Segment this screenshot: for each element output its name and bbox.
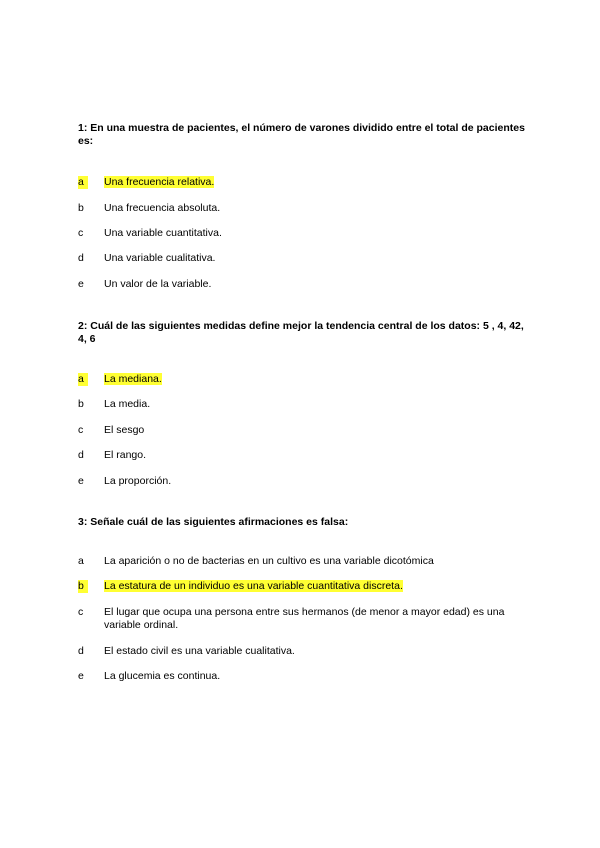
option-letter: b [78, 580, 88, 593]
option-text: La proporción. [104, 475, 172, 487]
option-letter: b [78, 202, 84, 214]
option-letter: a [78, 555, 84, 567]
option-letter: a [78, 176, 88, 189]
option-letter: e [78, 475, 84, 487]
option-text: La glucemia es continua. [104, 670, 221, 682]
option-letter: d [78, 449, 84, 461]
question-1-text: 1: En una muestra de pacientes, el número de varones dividido entre el total de pacientes es: [78, 122, 525, 147]
option-letter: e [78, 278, 84, 290]
option-letter: b [78, 398, 84, 410]
option-letter: d [78, 645, 84, 657]
option-letter: a [78, 373, 88, 386]
option-text: El rango. [104, 449, 147, 461]
question-3-text: 3: Señale cuál de las siguientes afirmaciones es falsa: [78, 516, 349, 528]
option-text-highlighted: Una frecuencia relativa. [104, 176, 215, 188]
option-text: Una variable cuantitativa. [104, 227, 222, 239]
option-letter: e [78, 670, 84, 682]
option-text: El sesgo [104, 424, 145, 436]
option-text-highlighted: La mediana. [104, 373, 162, 385]
option-letter: c [78, 424, 84, 436]
option-text: Un valor de la variable. [104, 278, 212, 290]
option-text: El estado civil es una variable cualitativa. [104, 645, 295, 657]
option-text: La aparición o no de bacterias en un cultivo es una variable dicotómica [104, 555, 434, 567]
option-letter: c [78, 227, 84, 239]
option-letter: d [78, 252, 84, 264]
option-text: Una frecuencia absoluta. [104, 202, 221, 214]
option-text: El lugar que ocupa una persona entre sus hermanos (de menor a mayor edad) es una variable ordinal. [104, 606, 505, 631]
option-text: Una variable cualitativa. [104, 252, 216, 264]
option-text: La media. [104, 398, 151, 410]
option-letter: c [78, 606, 84, 618]
option-text-highlighted: La estatura de un individuo es una variable cuantitativa discreta. [104, 580, 403, 592]
question-2-text: 2: Cuál de las siguientes medidas define mejor la tendencia central de los datos: 5 , 4, 42, 4, 6 [78, 320, 524, 345]
